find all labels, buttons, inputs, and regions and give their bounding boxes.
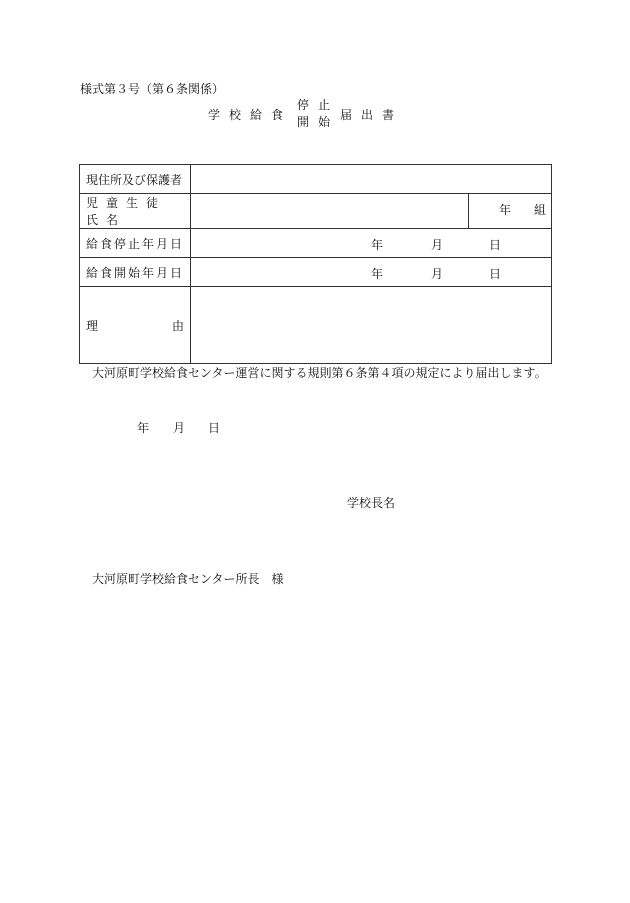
student-name-field[interactable] <box>191 194 469 229</box>
start-year-unit: 年 <box>371 267 384 281</box>
stop-month-unit: 月 <box>431 238 444 252</box>
table-row-reason <box>80 287 552 364</box>
title-option-stack <box>297 97 339 131</box>
grade-class-field[interactable] <box>469 194 552 229</box>
grade-class-unit: 組 <box>534 203 547 217</box>
guardian-field[interactable] <box>191 165 552 194</box>
table-row-stop-date <box>80 229 552 258</box>
table-row-student <box>80 194 552 229</box>
stop-day-unit: 日 <box>489 238 502 252</box>
submission-month: 月 <box>173 421 186 435</box>
grade-year-unit: 年 <box>499 203 512 217</box>
form-number: 様式第３号（第６条関係） <box>80 82 225 96</box>
addressee: 大河原町学校給食センター所長 様 <box>92 572 284 586</box>
principal-name-label: 学校長名 <box>347 496 396 510</box>
reason-label: 理 由 <box>80 287 191 364</box>
table-row-start-date <box>80 258 552 287</box>
stop-year-unit: 年 <box>371 238 384 252</box>
stop-date-field[interactable] <box>191 229 552 258</box>
reason-field[interactable] <box>191 287 552 364</box>
regulation-note: 大河原町学校給食センター運営に関する規則第６条第４項の規定により届出します。 <box>92 366 547 380</box>
student-label: 児童生徒氏名 <box>80 194 191 229</box>
title-option-start: 開始 <box>297 115 340 129</box>
start-date-label: 給食開始年月日 <box>80 258 191 287</box>
title-suffix: 届出書 <box>340 108 404 122</box>
start-day-unit: 日 <box>489 267 502 281</box>
stop-date-label: 給食停止年月日 <box>80 229 191 258</box>
title-prefix: 学校給食 <box>208 108 293 122</box>
title-option-stop: 停止 <box>297 98 340 112</box>
notification-form-table <box>79 164 552 364</box>
start-date-field[interactable] <box>191 258 552 287</box>
submission-year: 年 <box>137 421 150 435</box>
submission-day: 日 <box>208 421 221 435</box>
start-month-unit: 月 <box>431 267 444 281</box>
table-row-guardian <box>80 165 552 194</box>
guardian-label: 現住所及び保護者 <box>80 165 191 194</box>
